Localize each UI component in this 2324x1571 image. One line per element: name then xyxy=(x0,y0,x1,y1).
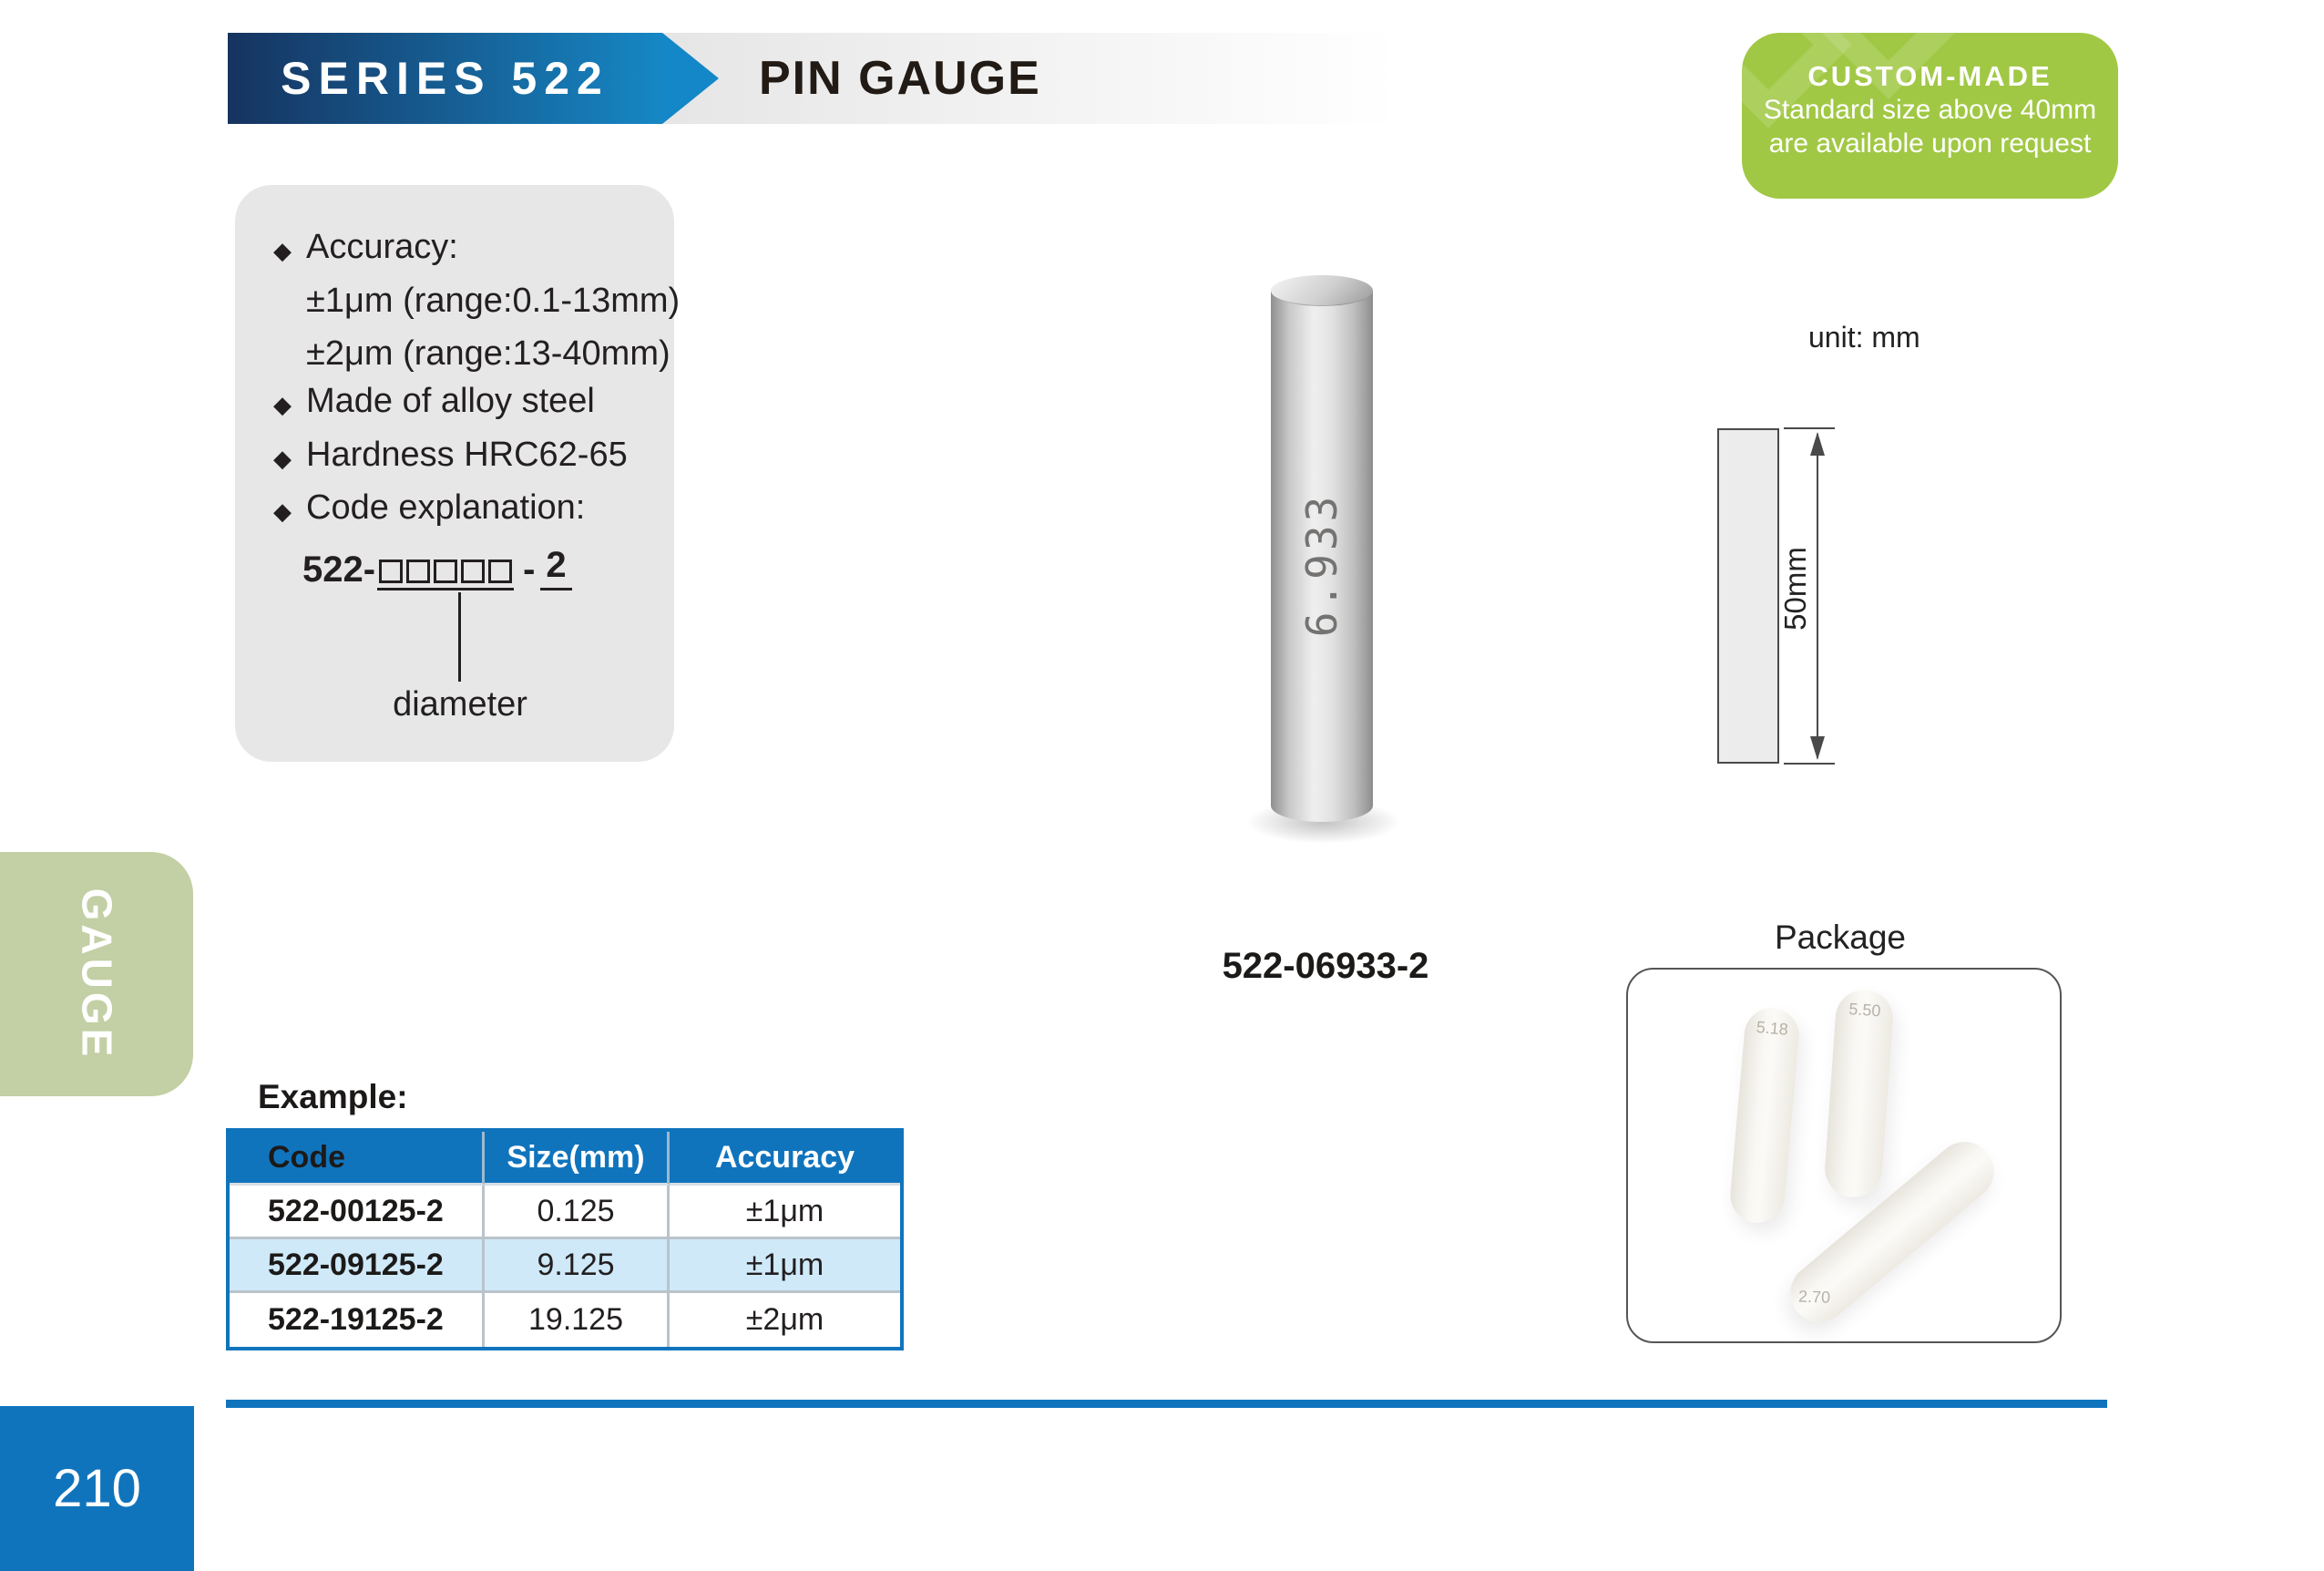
code-digit-box xyxy=(406,560,430,583)
series-banner xyxy=(228,33,662,124)
badge-line-1: Standard size above 40mm xyxy=(1763,95,2097,125)
series-label: SERIES 522 xyxy=(281,53,609,104)
code-annotation-label: diameter xyxy=(393,685,527,724)
table-cell-accuracy: ±1μm xyxy=(670,1186,900,1239)
pin-top-cap xyxy=(1271,275,1373,306)
feature-material: Made of alloy steel xyxy=(306,382,595,420)
pin-gauge-photo xyxy=(1271,275,1373,822)
table-cell-accuracy: ±1μm xyxy=(670,1239,900,1293)
table-cell-code: 522-19125-2 xyxy=(230,1293,485,1347)
bullet-icon: ◆ xyxy=(273,391,292,418)
extension-line-bottom xyxy=(1784,763,1835,765)
feature-code-label: Code explanation: xyxy=(306,488,586,527)
product-code-label: 522-06933-2 xyxy=(1222,946,1429,986)
column-header-accuracy: Accuracy xyxy=(670,1132,900,1186)
column-header-code: Code xyxy=(230,1132,485,1186)
code-separator: - xyxy=(523,549,536,590)
code-digit-boxes xyxy=(377,560,514,590)
code-format xyxy=(302,545,572,590)
sidebar-tab-gauge xyxy=(0,852,193,1096)
bullet-icon: ◆ xyxy=(273,498,292,525)
column-header-size: Size(mm) xyxy=(485,1132,670,1186)
code-digit-box xyxy=(488,560,512,583)
feature-accuracy-range-2: ±2μm (range:13-40mm) xyxy=(306,334,671,373)
capsule-size-label: 5.50 xyxy=(1848,1000,1882,1021)
extension-line-top xyxy=(1784,427,1835,429)
dimension-value: 50mm xyxy=(1778,547,1812,631)
code-prefix: 522- xyxy=(302,549,376,590)
custom-made-badge xyxy=(1742,33,2118,199)
arrow-up-icon xyxy=(1810,432,1825,456)
feature-accuracy-range-1: ±1μm (range:0.1-13mm) xyxy=(306,282,681,320)
feature-accuracy-label: Accuracy: xyxy=(306,228,458,266)
code-suffix: 2 xyxy=(540,545,571,590)
pin-engraving: 6.933 xyxy=(1297,492,1346,638)
package-capsule xyxy=(1728,1006,1801,1225)
table-cell-size: 0.125 xyxy=(485,1186,670,1239)
table-cell-size: 9.125 xyxy=(485,1239,670,1293)
code-digit-box xyxy=(461,560,485,583)
page-number-box xyxy=(0,1406,194,1571)
arrow-down-icon xyxy=(1810,736,1825,760)
code-digit-box xyxy=(434,560,457,583)
footer-rule xyxy=(226,1400,2107,1408)
page-number: 210 xyxy=(53,1459,141,1518)
package-capsule xyxy=(1823,988,1895,1199)
code-annotation-line xyxy=(458,592,461,682)
capsule-size-label: 5.18 xyxy=(1756,1017,1789,1039)
unit-label: unit: mm xyxy=(1808,321,1920,354)
package-title: Package xyxy=(1775,919,1906,956)
capsule-size-label: 2.70 xyxy=(1797,1287,1831,1307)
badge-line-2: are available upon request xyxy=(1768,128,2092,159)
table-cell-code: 522-09125-2 xyxy=(230,1239,485,1293)
example-table xyxy=(226,1128,904,1350)
page-title: PIN GAUGE xyxy=(759,52,1041,105)
package-capsule xyxy=(1778,1130,2006,1334)
feature-hardness: Hardness HRC62-65 xyxy=(306,436,628,474)
table-cell-size: 19.125 xyxy=(485,1293,670,1347)
badge-title: CUSTOM-MADE xyxy=(1807,60,2053,92)
code-digit-box xyxy=(379,560,403,583)
bullet-icon: ◆ xyxy=(273,237,292,264)
table-cell-code: 522-00125-2 xyxy=(230,1186,485,1239)
example-title: Example: xyxy=(258,1078,408,1115)
sidebar-tab-label: GAUGE xyxy=(73,888,120,1061)
package-photo-frame xyxy=(1626,968,2062,1343)
bullet-icon: ◆ xyxy=(273,445,292,472)
table-cell-accuracy: ±2μm xyxy=(670,1293,900,1347)
